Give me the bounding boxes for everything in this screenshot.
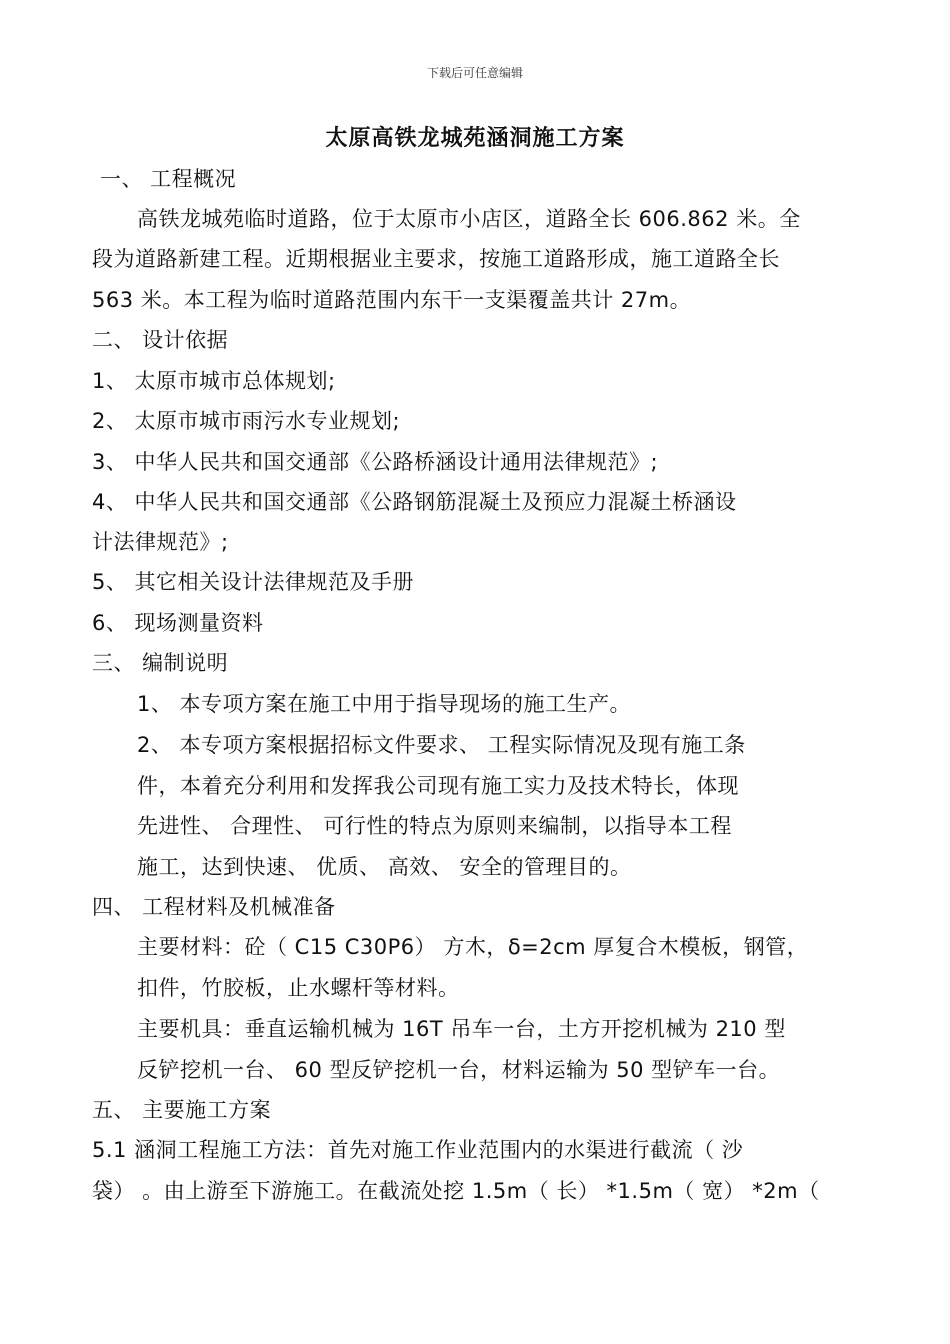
section-heading-4: 四、 工程材料及机械准备 — [92, 895, 336, 919]
list-item: 2、 太原市城市雨污水专业规划; — [92, 409, 401, 433]
list-item: 2、 本专项方案根据招标文件要求、 工程实际情况及现有施工条 — [137, 733, 746, 757]
paragraph-line: 主要材料：砼（ C15 C30P6） 方木，δ=2cm 厚复合木模板，钢管， — [137, 935, 809, 959]
section-heading-2: 二、 设计依据 — [92, 328, 229, 352]
list-item-continuation: 计法律规范》; — [92, 530, 229, 554]
section-heading-3: 三、 编制说明 — [92, 651, 229, 675]
section-heading-1: 一、 工程概况 — [100, 167, 237, 191]
paragraph-line: 反铲挖机一台、 60 型反铲挖机一台，材料运输为 50 型铲车一台。 — [137, 1058, 781, 1082]
section-heading-5: 五、 主要施工方案 — [92, 1098, 272, 1122]
paragraph-line: 扣件，竹胶板，止水螺杆等材料。 — [137, 976, 460, 1000]
list-item: 1、 太原市城市总体规划; — [92, 369, 336, 393]
list-item: 1、 本专项方案在施工中用于指导现场的施工生产。 — [137, 692, 632, 716]
list-item-continuation: 施工，达到快速、 优质、 高效、 安全的管理目的。 — [137, 855, 632, 879]
page-header: 下载后可任意编辑 — [426, 66, 523, 80]
document-title: 太原高铁龙城苑涵洞施工方案 — [325, 126, 625, 151]
list-item-continuation: 件，本着充分利用和发挥我公司现有施工实力及技术特长，体现 — [137, 774, 739, 798]
paragraph-line: 高铁龙城苑临时道路，位于太原市小店区，道路全长 606.862 米。全 — [137, 207, 801, 231]
list-item: 5、 其它相关设计法律规范及手册 — [92, 570, 415, 594]
paragraph-line: 段为道路新建工程。近期根据业主要求，按施工道路形成，施工道路全长 — [92, 247, 780, 271]
list-item-continuation: 先进性、 合理性、 可行性的特点为原则来编制，以指导本工程 — [137, 814, 732, 838]
paragraph-line: 袋） 。由上游至下游施工。在截流处挖 1.5m（ 长） *1.5m（ 宽） *2m（ — [92, 1179, 820, 1203]
list-item: 4、 中华人民共和国交通部《公路钢筋混凝土及预应力混凝土桥涵设 — [92, 490, 737, 514]
list-item: 6、 现场测量资料 — [92, 611, 264, 635]
list-item: 3、 中华人民共和国交通部《公路桥涵设计通用法律规范》; — [92, 450, 659, 474]
paragraph-line: 主要机具：垂直运输机械为 16T 吊车一台，土方开挖机械为 210 型 — [137, 1017, 786, 1041]
paragraph-line: 563 米。本工程为临时道路范围内东干一支渠覆盖共计 27m。 — [92, 288, 692, 312]
paragraph-line: 5.1 涵洞工程施工方法：首先对施工作业范围内的水渠进行截流（ 沙 — [92, 1138, 744, 1162]
